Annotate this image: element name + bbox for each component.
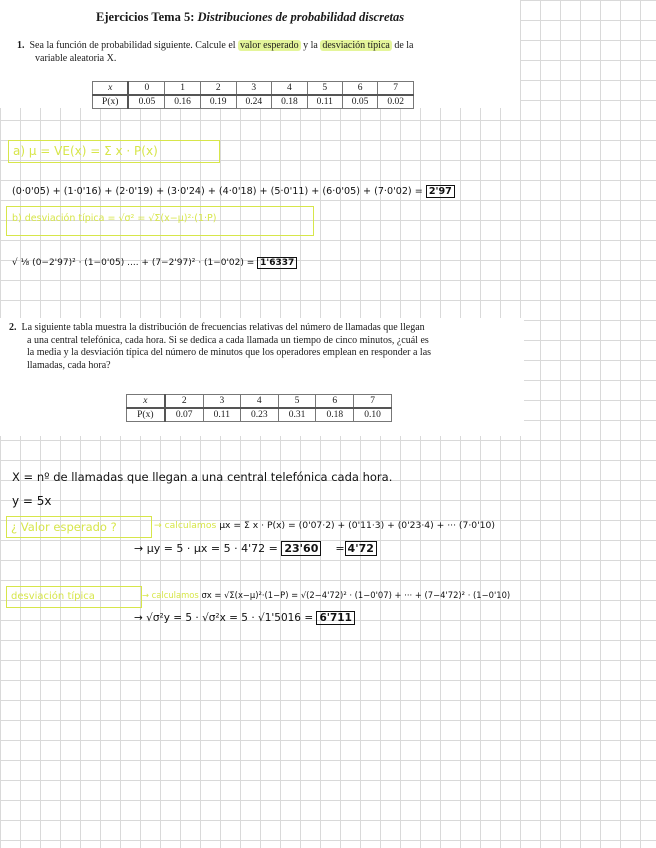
table-cell: 3 [236, 82, 272, 96]
exercise1-statement [17, 40, 507, 65]
def-y-text: y = 5x [12, 494, 52, 508]
table-cell: 4 [240, 395, 278, 409]
handwriting-part-b [12, 213, 217, 224]
handwriting-sd-expression [12, 258, 297, 268]
exercise1-line2: variable aleatoria X. [35, 52, 117, 64]
table-cell: 0.16 [165, 95, 201, 109]
table-cell: 4 [272, 82, 308, 96]
exercise2-number: 2. [9, 322, 17, 333]
ev-y-text: → μy = 5 · μx = 5 · 4'72 = [134, 542, 278, 555]
table-cell: 0 [128, 82, 164, 96]
table-cell: 5 [307, 82, 342, 96]
table-header-p: P(x) [93, 95, 129, 109]
exercise2-line-text: La siguiente tabla muestra la distribución de frecuencias relativas del número de llamadas que llegan [21, 322, 425, 333]
table-row-p [93, 95, 414, 109]
handwriting-mean-sum [12, 186, 455, 197]
table-cell: 0.19 [200, 95, 236, 109]
table-cell: 7 [354, 395, 392, 409]
sd-y-text: → √σ²y = 5 · √σ²x = 5 · √1'5016 = [134, 612, 314, 624]
table-row-x [93, 82, 414, 96]
table-cell: 0.11 [203, 408, 240, 422]
table-cell: 7 [378, 82, 414, 96]
table-cell: 0.10 [354, 408, 392, 422]
ev-calc-note: → calculamos [154, 520, 217, 531]
sd-formula-text: σx = √Σ(x−μ)²·(1−P) [201, 590, 289, 600]
table-cell: 5 [278, 395, 316, 409]
table-cell: 0.24 [236, 95, 272, 109]
sd-label-text: desviación típica [11, 591, 95, 602]
table-cell: 0.23 [240, 408, 278, 422]
handwriting-sd-formula [142, 590, 510, 600]
exercise2-line: llamadas, cada hora? [27, 359, 111, 371]
table-cell: 0.18 [272, 95, 308, 109]
exercise2-table [126, 394, 392, 422]
sd-calc-note: → calculamos [142, 590, 199, 600]
title-subtitle: Distribuciones de probabilidad discretas [197, 10, 405, 24]
handwriting-sd-label [6, 586, 142, 608]
table-cell: 2 [200, 82, 236, 96]
table-cell: 0.05 [128, 95, 164, 109]
table-cell: 6 [316, 395, 354, 409]
handwriting-sd-y [134, 612, 355, 624]
table-cell: 0.11 [307, 95, 342, 109]
handwriting-def-y [12, 494, 52, 508]
table-row-p [127, 408, 392, 422]
exercise2-statement [9, 322, 519, 372]
handwriting-def-x [12, 470, 392, 484]
part-b-formula: = √σ² = √Σ(x−μ)²·(1·P) [107, 213, 217, 224]
part-b-label: b) desviación típica [12, 213, 105, 224]
sd-expansion-text: = √(2−4'72)² · (1−0'07) + ··· + (7−4'72)² · (1−0'10) [291, 590, 511, 600]
table-header-x: x [93, 82, 129, 96]
table-cell: 3 [203, 395, 240, 409]
def-x-text: X = nº de llamadas que llegan a una central telefónica cada hora. [12, 470, 393, 484]
table-cell: 6 [342, 82, 378, 96]
table-cell: 0.31 [278, 408, 316, 422]
table-cell: 2 [165, 395, 204, 409]
exercise2-line: a una central telefónica, cada hora. Si se dedica a cada llamada un tiempo de cinco minutos, ¿cuál es [27, 334, 429, 346]
table-cell: 0.07 [165, 408, 204, 422]
handwriting-ev-label [6, 516, 152, 538]
exercise1-table [92, 81, 414, 109]
table-cell: 0.05 [342, 95, 378, 109]
exercise2-line [9, 322, 519, 335]
table-cell: 1 [165, 82, 201, 96]
handwriting-ev-y: → μy = 5 · μx = 5 · 4'72 = 23'60 = 4'72 [134, 542, 377, 555]
table-cell: 0.18 [316, 408, 354, 422]
handwriting-part-a [8, 140, 220, 163]
exercise1-number: 1. [17, 40, 25, 51]
ev-formula-text: μx = Σ x · P(x) = (0'07·2) + (0'11·3) + (0'23·4) + ··· (7·0'10) [219, 520, 495, 531]
ev-y-result-box: 23'60 [281, 541, 321, 556]
mean-sum-text: (0·0'05) + (1·0'16) + (2·0'19) + (3·0'24) + (4·0'18) + (5·0'11) + (6·0'05) + (7·0'02) = [12, 186, 423, 197]
table-cell: 0.02 [378, 95, 414, 109]
highlight-desviacion-tipica: desviación típica [322, 40, 390, 51]
page-title [96, 10, 404, 25]
mean-result-box: 2'97 [426, 185, 455, 198]
ev-x-result-box: 4'72 [345, 541, 377, 556]
exercise1-text-c: de la [391, 40, 414, 51]
exercise2-line: la media y la desviación típica del número de minutos que los operadores emplean en responder a las [27, 347, 432, 358]
title-prefix: Ejercicios Tema 5: [96, 10, 198, 24]
ev-label-text: ¿ Valor esperado ? [11, 520, 117, 534]
table-header-p: P(x) [127, 408, 165, 422]
sd-result-box: 1'6337 [257, 257, 297, 269]
exercise1-text-a: Sea la función de probabilidad siguiente. Calcule el [29, 40, 239, 51]
part-a-text: a) μ = VE(x) = Σ x · P(x) [13, 144, 158, 158]
highlight-valor-esperado: valor esperado [240, 40, 299, 51]
table-header-x: x [127, 395, 165, 409]
sd-expression-text: √ ⅛ (0−2'97)² · (1−0'05) .... + (7−2'97)² · (1−0'02) = [12, 258, 255, 268]
sd-result-box: 6'711 [316, 611, 354, 625]
exercise1-text-b: y la [300, 40, 321, 51]
table-row-x [127, 395, 392, 409]
handwriting-ev-formula [154, 520, 495, 531]
